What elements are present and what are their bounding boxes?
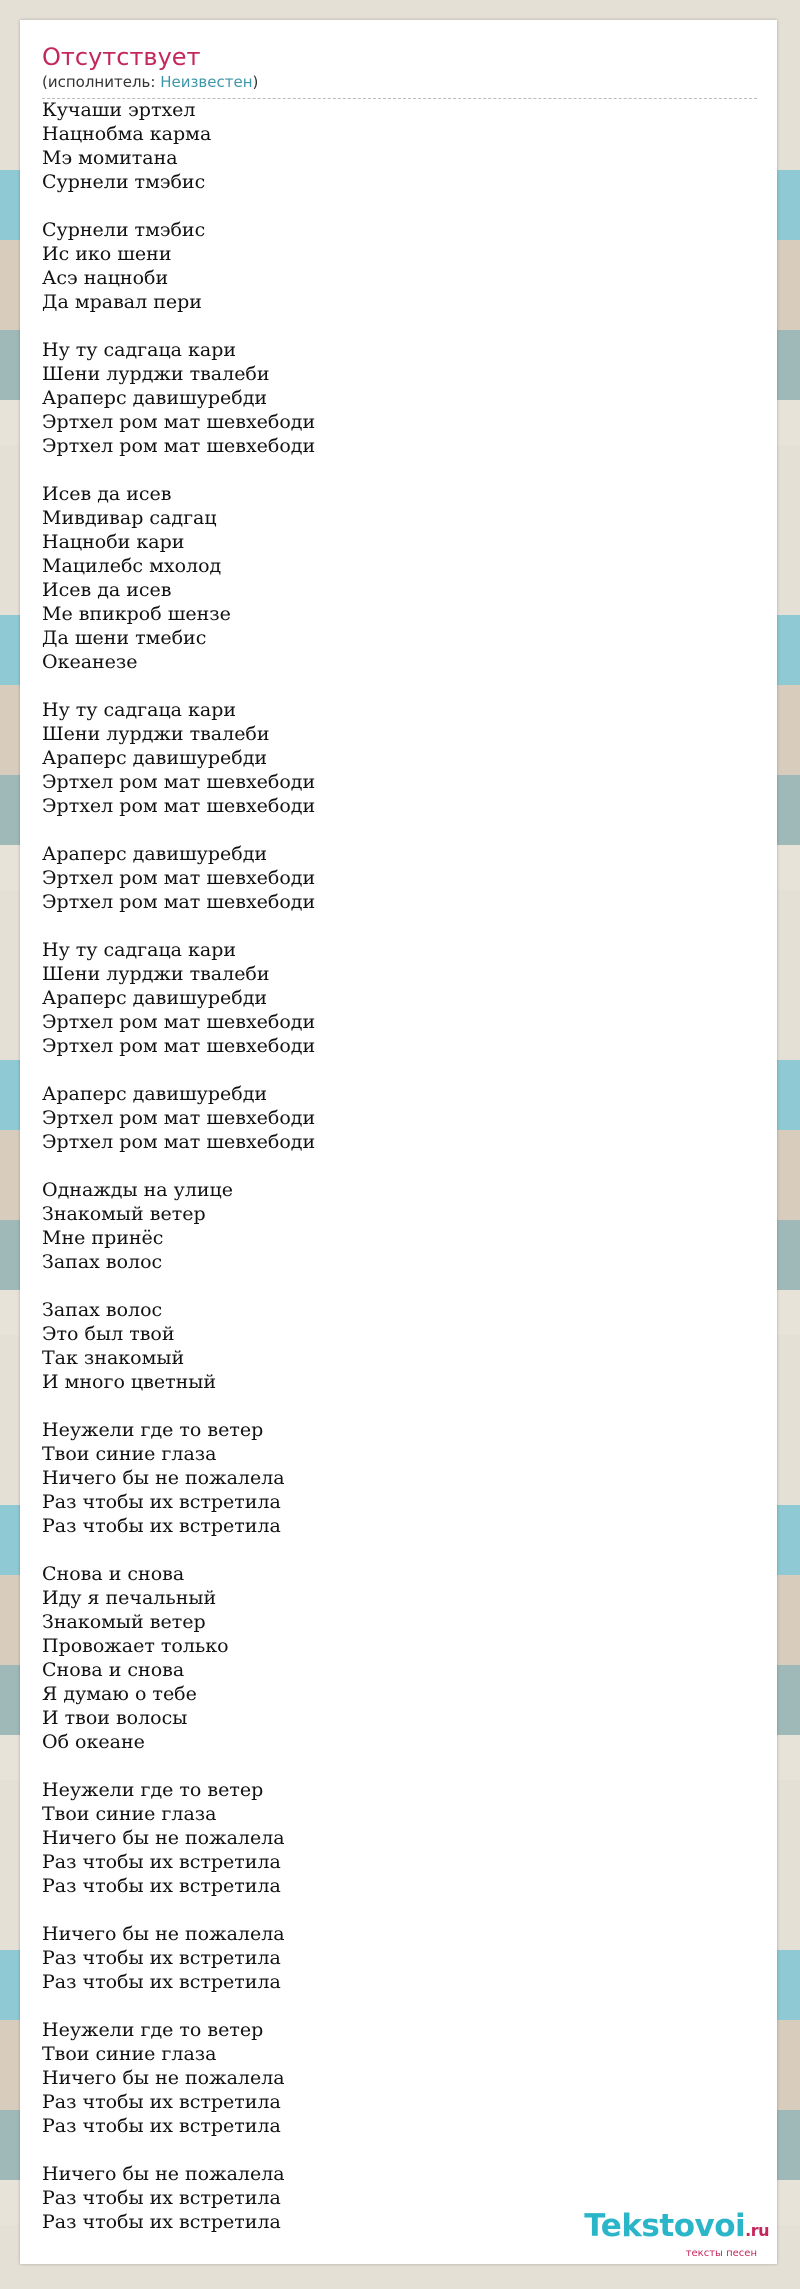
lyrics-stanza — [42, 842, 757, 914]
lyrics-line: Эртхел ром мат шевхебоди — [42, 435, 316, 457]
lyrics-stanza — [42, 1178, 757, 1274]
lyrics-line: Да мравал пери — [42, 291, 202, 313]
lyrics-line: Эртхел ром мат шевхебоди — [42, 411, 316, 433]
lyrics-line: Раз чтобы их встретила — [42, 2211, 281, 2233]
lyrics-line: Раз чтобы их встретила — [42, 1875, 281, 1897]
lyrics-line: Я думаю о тебе — [42, 1683, 197, 1705]
lyrics-line: Эртхел ром мат шевхебоди — [42, 1131, 316, 1153]
lyrics-line: Мэ момитана — [42, 147, 178, 169]
lyrics-line: Исев да исев — [42, 579, 172, 601]
lyrics-line: Эртхел ром мат шевхебоди — [42, 795, 316, 817]
lyrics-stanza — [42, 482, 757, 674]
lyrics-stanza — [42, 1298, 757, 1394]
lyrics-line: Эртхел ром мат шевхебоди — [42, 891, 316, 913]
lyrics-line: Ну ту садгаца кари — [42, 699, 237, 721]
lyrics-line: Ме впикроб шензе — [42, 603, 231, 625]
lyrics-line: Асэ нацноби — [42, 267, 169, 289]
lyrics-line: Эртхел ром мат шевхебоди — [42, 867, 316, 889]
lyrics-line: Снова и снова — [42, 1659, 185, 1681]
lyrics-line: Араперс давишуребди — [42, 747, 268, 769]
lyrics-line: Твои синие глаза — [42, 1443, 217, 1465]
lyrics-stanza — [42, 2018, 757, 2138]
lyrics-line: Ничего бы не пожалела — [42, 2163, 285, 2185]
lyrics-line: Раз чтобы их встретила — [42, 1851, 281, 1873]
lyrics-stanza — [42, 218, 757, 314]
lyrics-line: Эртхел ром мат шевхебоди — [42, 771, 316, 793]
lyrics-line: Эртхел ром мат шевхебоди — [42, 1011, 316, 1033]
lyrics-line: Араперс давишуребди — [42, 387, 268, 409]
lyrics-line: Шени лурджи твалеби — [42, 723, 270, 745]
lyrics-line: Сурнели тмэбис — [42, 219, 206, 241]
song-title: Отсутствует — [42, 43, 201, 71]
lyrics-line: Раз чтобы их встретила — [42, 2091, 281, 2113]
lyrics-stanza — [42, 1082, 757, 1154]
lyrics-line: Эртхел ром мат шевхебоди — [42, 1035, 316, 1057]
lyrics-stanza — [42, 338, 757, 458]
lyrics-line: Твои синие глаза — [42, 2043, 217, 2065]
lyrics-line: Снова и снова — [42, 1563, 185, 1585]
lyrics-line: Раз чтобы их встретила — [42, 2115, 281, 2137]
lyrics-stanza — [42, 938, 757, 1058]
lyrics-stanza — [42, 1778, 757, 1898]
lyrics-line: Араперс давишуребди — [42, 843, 268, 865]
lyrics-line: Знакомый ветер — [42, 1203, 206, 1225]
lyrics-text — [42, 98, 757, 2258]
logo-tld: .ru — [745, 2221, 769, 2240]
lyrics-line: И много цветный — [42, 1371, 217, 1393]
lyrics-line: Запах волос — [42, 1251, 163, 1273]
lyrics-line: Раз чтобы их встретила — [42, 1947, 281, 1969]
lyrics-line: Да шени тмебис — [42, 627, 207, 649]
performer-line — [42, 72, 757, 92]
lyrics-line: Однажды на улице — [42, 1179, 234, 1201]
site-logo[interactable] — [584, 2209, 769, 2264]
lyrics-line: Неужели где то ветер — [42, 1779, 264, 1801]
performer-suffix: ) — [252, 73, 259, 91]
lyrics-stanza — [42, 698, 757, 818]
lyrics-line: Шени лурджи твалеби — [42, 963, 270, 985]
song-header — [42, 42, 757, 99]
lyrics-line: Исев да исев — [42, 483, 172, 505]
lyrics-line: Об океане — [42, 1731, 145, 1753]
logo-main-text: Tekstovoi — [584, 2208, 746, 2244]
lyrics-line: Сурнели тмэбис — [42, 171, 206, 193]
lyrics-card — [20, 20, 777, 2264]
lyrics-line: Так знакомый — [42, 1347, 185, 1369]
logo-wordmark[interactable] — [584, 2209, 769, 2248]
lyrics-line: Эртхел ром мат шевхебоди — [42, 1107, 316, 1129]
lyrics-line: Ну ту садгаца кари — [42, 939, 237, 961]
lyrics-stanza — [42, 98, 757, 194]
lyrics-line: Ну ту садгаца кари — [42, 339, 237, 361]
lyrics-line: Мивдивар садгац — [42, 507, 217, 529]
lyrics-line: Это был твой — [42, 1323, 175, 1345]
lyrics-line: Араперс давишуребди — [42, 987, 268, 1009]
lyrics-line: Неужели где то ветер — [42, 2019, 264, 2041]
lyrics-line: Ис ико шени — [42, 243, 172, 265]
lyrics-line: Океанезе — [42, 651, 138, 673]
lyrics-line: Раз чтобы их встретила — [42, 1971, 281, 1993]
lyrics-line: Провожает только — [42, 1635, 229, 1657]
lyrics-line: Раз чтобы их встретила — [42, 1515, 281, 1537]
lyrics-line: Мне принёс — [42, 1227, 164, 1249]
lyrics-line: Шени лурджи твалеби — [42, 363, 270, 385]
lyrics-line: Ничего бы не пожалела — [42, 1827, 285, 1849]
lyrics-line: Мацилебс мхолод — [42, 555, 222, 577]
logo-tagline: тексты песен — [685, 2248, 757, 2259]
lyrics-line: Запах волос — [42, 1299, 163, 1321]
lyrics-stanza — [42, 1418, 757, 1538]
lyrics-line: Твои синие глаза — [42, 1803, 217, 1825]
lyrics-line: Ничего бы не пожалела — [42, 1923, 285, 1945]
lyrics-line: Раз чтобы их встретила — [42, 2187, 281, 2209]
lyrics-stanza — [42, 1562, 757, 1754]
lyrics-line: Ничего бы не пожалела — [42, 1467, 285, 1489]
lyrics-line: Араперс давишуребди — [42, 1083, 268, 1105]
lyrics-stanza — [42, 1922, 757, 1994]
lyrics-line: Ничего бы не пожалела — [42, 2067, 285, 2089]
lyrics-line: Раз чтобы их встретила — [42, 1491, 281, 1513]
performer-link[interactable]: Неизвестен — [160, 73, 253, 91]
lyrics-line: Нацнобма карма — [42, 123, 212, 145]
lyrics-line: И твои волосы — [42, 1707, 188, 1729]
lyrics-line: Кучаши эртхел — [42, 99, 196, 121]
lyrics-line: Иду я печальный — [42, 1587, 217, 1609]
lyrics-line: Нацноби кари — [42, 531, 185, 553]
lyrics-line: Неужели где то ветер — [42, 1419, 264, 1441]
lyrics-line: Знакомый ветер — [42, 1611, 206, 1633]
performer-prefix: (исполнитель: — [42, 73, 161, 91]
